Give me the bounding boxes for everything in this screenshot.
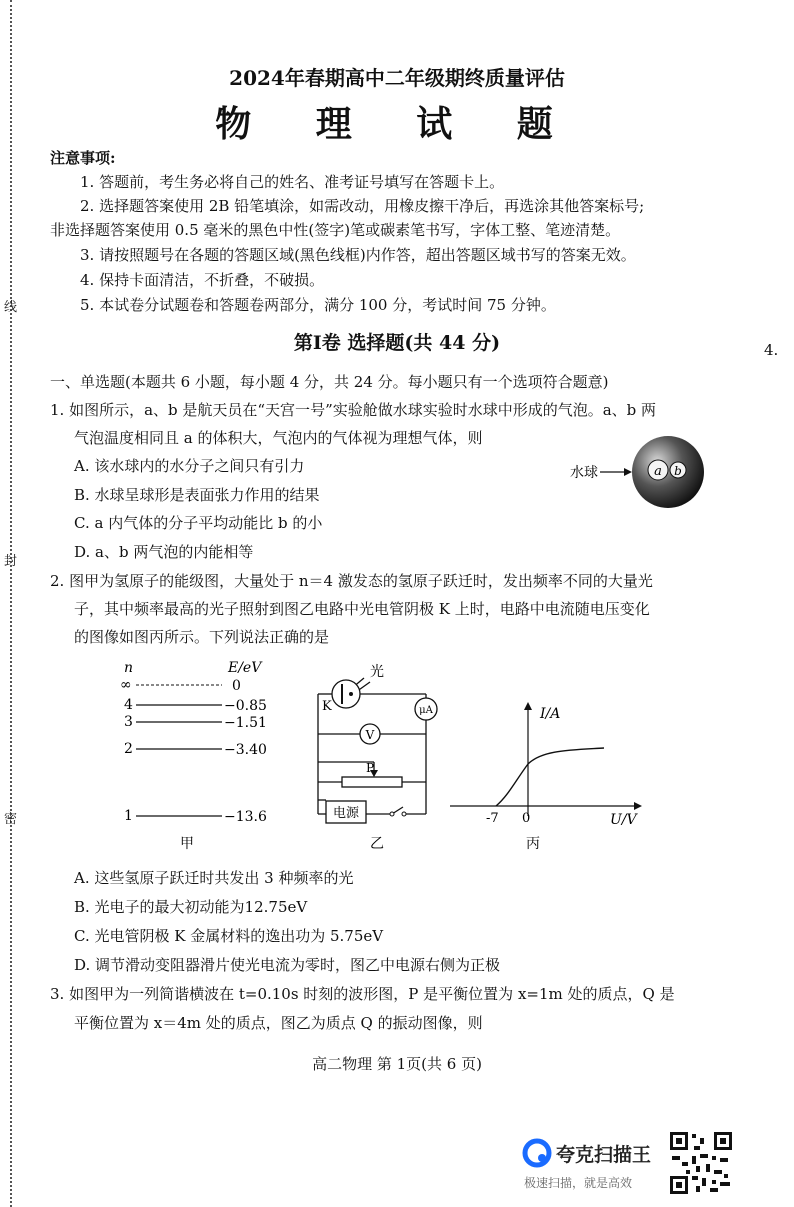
u-axis-arrow [634,802,642,810]
q1-option-d: D. a、b 两气泡的内能相等 [74,543,254,561]
q1-stem: 1. 如图所示，a、b 是航天员在“天宫一号”实验舱做水球实验时水球中形成的气泡。a、b 两 [50,401,657,419]
binding-dotted-line [10,0,12,1207]
note-item: 2. 选择题答案使用 2B 铅笔填涂，如需改动，用橡皮擦干净后，再选涂其他答案标号; [80,197,645,215]
note-item: 3. 请按照题号在各题的答题区域(黑色线框)内作答，超出答题区域书写的答案无效。 [80,246,636,264]
q1-stem: 气泡温度相同且 a 的体积大，气泡内的气体视为理想气体，则 [74,429,483,447]
q1-option-b: B. 水球呈球形是表面张力作用的结果 [74,486,320,504]
u-axis-label: U/V [610,812,637,828]
water-ball-label: 水球 [570,465,598,481]
q2-option-a: A. 这些氢原子跃迁时共发出 3 种频率的光 [74,869,354,887]
quark-logo-icon [522,1138,552,1168]
tick-zero: 0 [522,811,531,826]
note-item: 1. 答题前，考生务必将自己的姓名、准考证号填写在答题卡上。 [80,173,505,191]
note-item: 5. 本试卷分试题卷和答题卷两部分，满分 100 分，考试时间 75 分钟。 [80,296,556,314]
energy-level-diagram [110,656,300,856]
switch-contact [402,812,406,816]
i-axis-arrow [524,702,532,710]
level-e-inf: 0 [232,678,241,694]
page-footer: 高二物理 第 1页(共 6 页) [312,1055,482,1073]
section-title: 第Ⅰ卷 选择题(共 44 分) [293,332,501,354]
power-source-label: 电源 [332,806,360,821]
q2-stem: 2. 图甲为氢原子的能级图，大量处于 n＝4 激发态的氢原子跃迁时，发出频率不同的大量光 [50,572,653,590]
slider-label: P [366,761,375,775]
right-margin-number: 4. [764,341,779,359]
fig-bing-caption: 丙 [526,836,540,852]
ammeter-label: μA [419,705,433,716]
q3-stem: 3. 如图甲为一列简谐横波在 t=0.10s 时刻的波形图，P 是平衡位置为 x=1m 处的质点，Q 是 [50,985,675,1003]
notes-heading: 注意事项: [50,149,116,167]
n-axis-label: n [124,660,134,676]
subject-title: 物 理 试 题 [215,103,579,145]
q1-option-a: A. 该水球内的水分子之间只有引力 [74,457,305,475]
level-n-1: 1 [124,808,133,824]
exam-title: 2024年春期高中二年级期终质量评估 [229,66,565,90]
cathode-label: K [322,699,332,714]
note-item: 非选择题答案使用 0.5 毫米的黑色中性(签字)笔或碳素笔书写，字体工整、笔迹清楚。 [50,221,621,239]
level-e-2: −3.40 [224,742,267,758]
level-e-4: −0.85 [224,698,267,714]
q2-option-b: B. 光电子的最大初动能为12.75eV [74,898,308,916]
anode-dot [349,692,353,696]
level-n-4: 4 [124,697,133,713]
part1-heading: 一、单选题(本题共 6 小题，每小题 4 分，共 24 分。每小题只有一个选项符合题意) [50,373,609,391]
margin-char-feng: 封 [4,554,18,569]
voltmeter-label: V [365,728,375,742]
scanner-slogan: 极速扫描，就是高效 [524,1176,633,1190]
bubble-a-label: a [654,464,662,479]
margin-char-xian: 线 [4,300,18,315]
fig-jia-caption: 甲 [180,836,194,852]
q2-option-c: C. 光电管阴极 K 金属材料的逸出功为 5.75eV [74,927,384,945]
level-n-inf: ∞ [120,677,132,693]
bubble-b-label: b [674,464,682,478]
i-axis-label: I/A [540,706,561,722]
level-n-3: 3 [124,714,133,730]
photoelectric-circuit-diagram [312,656,452,856]
level-e-1: −13.6 [224,809,267,825]
e-axis-label: E/eV [228,660,262,676]
scanner-brand: 夸克扫描王 [556,1144,652,1166]
level-e-3: −1.51 [224,715,267,731]
q1-option-c: C. a 内气体的分子平均动能比 b 的小 [74,514,323,532]
level-n-2: 2 [124,741,133,757]
note-item: 4. 保持卡面清洁，不折叠，不破损。 [80,271,325,289]
q2-stem: 子，其中频率最高的光子照射到图乙电路中光电管阴极 K 上时，电路中电流随电压变化 [74,600,650,618]
qr-code-icon [668,1130,734,1196]
q2-option-d: D. 调节滑动变阻器滑片使光电流为零时，图乙中电源右侧为正极 [74,956,501,974]
iu-curve [496,748,604,806]
margin-char-mi: 密 [4,812,18,827]
arrow-head [624,468,632,476]
phototube [332,680,360,708]
iu-curve-graph [450,696,650,856]
fig-yi-caption: 乙 [370,836,384,852]
q3-stem: 平衡位置为 x＝4m 处的质点，图乙为质点 Q 的振动图像，则 [74,1014,483,1032]
q1-water-ball-figure [560,428,730,518]
q2-stem: 的图像如图丙所示。下列说法正确的是 [74,628,330,646]
tick-neg7: -7 [486,811,499,826]
light-label: 光 [370,664,384,680]
switch-contact [390,812,394,816]
